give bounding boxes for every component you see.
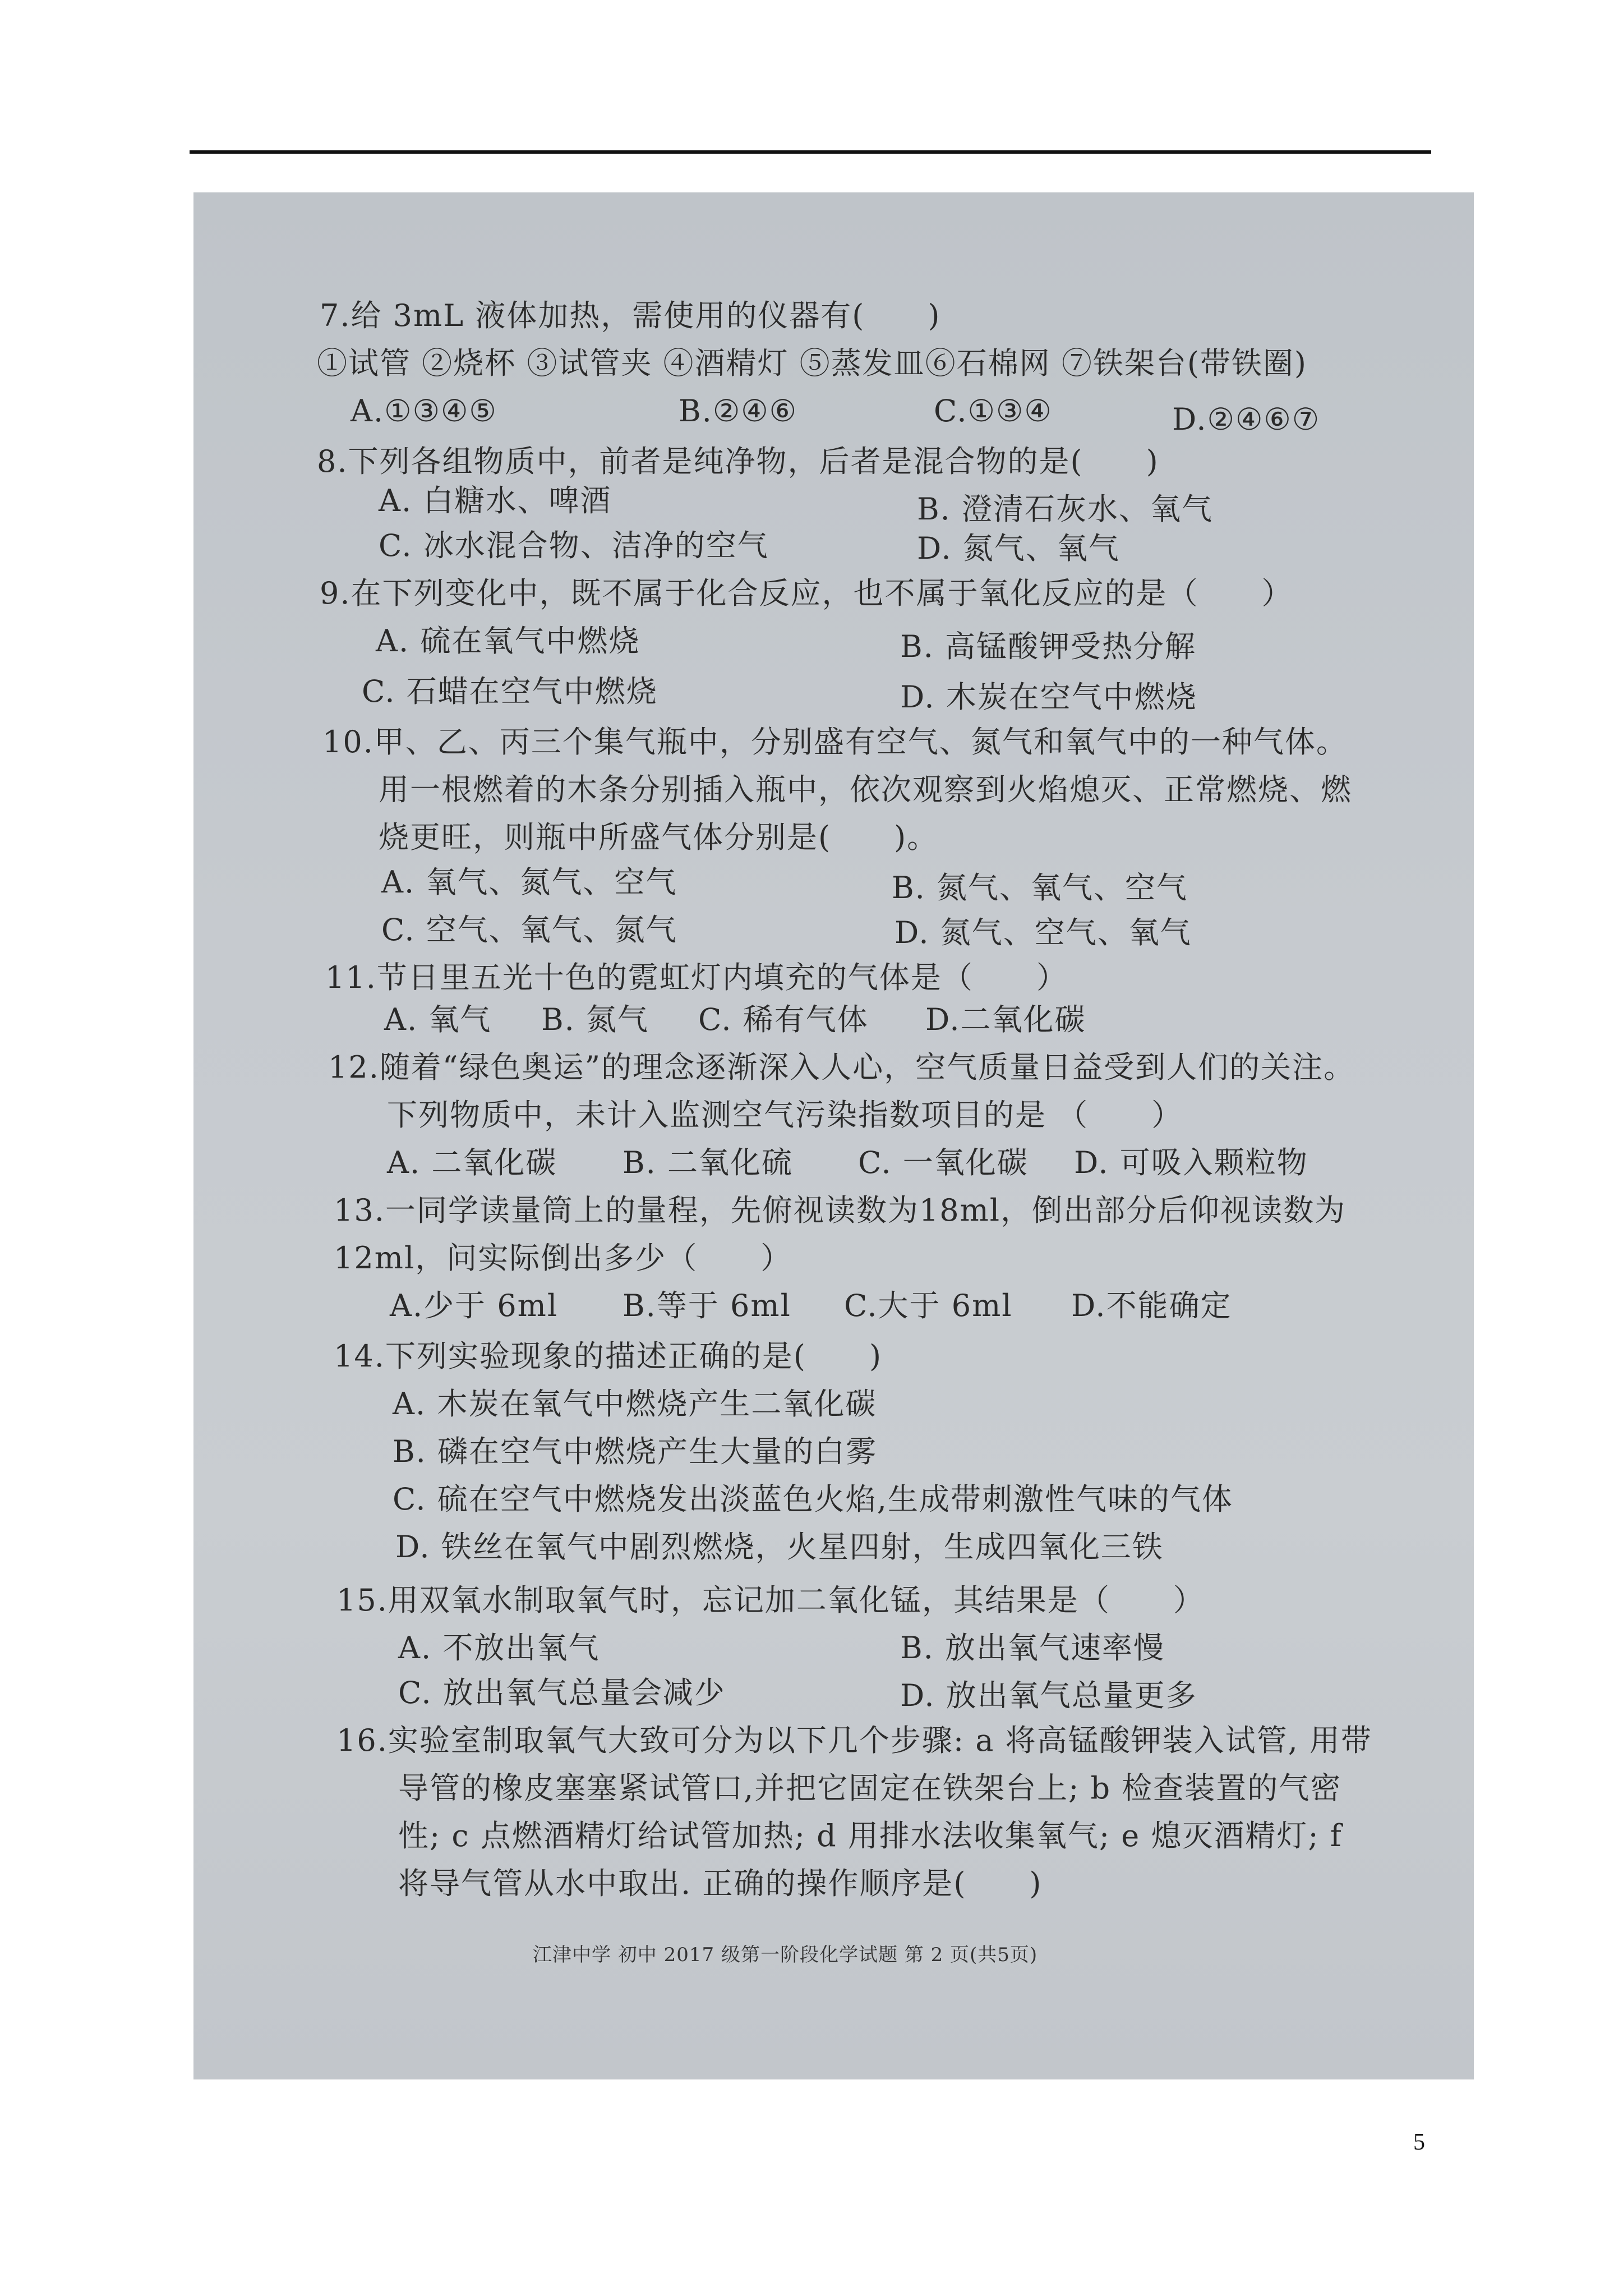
- answer-option: A. 氧气、氮气、空气: [381, 864, 677, 900]
- question-stem: 下列物质中，未计入监测空气污染指数项目的是 （ ）: [387, 1097, 1183, 1133]
- question-stem: 15.用双氧水制取氧气时，忘记加二氧化锰，其结果是（ ）: [336, 1582, 1205, 1618]
- answer-option: D. 氮气、空气、氧气: [895, 915, 1192, 950]
- answer-option: B. 澄清石灰水、氧气: [917, 491, 1214, 527]
- question-stem: 13.一同学读量筒上的量程，先俯视读数为18ml，倒出部分后仰视读数为: [334, 1193, 1347, 1228]
- answer-option: D. 氮气、氧气: [917, 531, 1120, 566]
- header-rule: [190, 150, 1431, 154]
- exam-footer: 江津中学 初中 2017 级第一阶段化学试题 第 2 页(共5页): [533, 1944, 1038, 1966]
- answer-option: A. 硫在氧气中燃烧: [376, 623, 640, 659]
- question-stem: 11.节日里五光十色的霓虹灯内填充的气体是（ ）: [325, 960, 1068, 995]
- question-stem: 烧更旺，则瓶中所盛气体分别是( )。: [379, 820, 939, 855]
- scanned-exam-photo: [193, 192, 1474, 2079]
- answer-option: A.①③④⑤: [351, 393, 497, 429]
- answer-option: B. 氮气、氧气、空气: [892, 870, 1188, 905]
- question-stem: 7.给 3mL 液体加热，需使用的仪器有( ): [320, 298, 941, 333]
- question-stem: 性; c 点燃酒精灯给试管加热; d 用排水法收集氧气; e 熄灭酒精灯; f: [398, 1818, 1343, 1853]
- answer-option: A.少于 6ml: [390, 1288, 559, 1323]
- answer-option: D.不能确定: [1071, 1288, 1232, 1323]
- answer-option: B. 高锰酸钾受热分解: [900, 629, 1197, 664]
- answer-option: B. 氮气: [541, 1002, 649, 1037]
- answer-option: C. 放出氧气总量会减少: [398, 1675, 726, 1710]
- answer-option: D.②④⑥⑦: [1172, 402, 1321, 437]
- answer-option: B. 磷在空气中燃烧产生大量的白雾: [393, 1434, 878, 1469]
- answer-option: C. 空气、氧气、氮气: [381, 912, 677, 947]
- question-stem: 16.实验室制取氧气大致可分为以下几个步骤: a 将高锰酸钾装入试管, 用带: [336, 1723, 1372, 1758]
- question-stem: 导管的橡皮塞塞紧试管口,并把它固定在铁架台上; b 检查装置的气密: [398, 1770, 1342, 1806]
- answer-option: C.大于 6ml: [844, 1288, 1013, 1323]
- answer-option: B.等于 6ml: [623, 1288, 791, 1323]
- answer-option: D.二氧化碳: [925, 1002, 1086, 1037]
- question-stem: 9.在下列变化中，既不属于化合反应，也不属于氧化反应的是（ ）: [320, 576, 1293, 611]
- answer-option: A. 氧气: [384, 1002, 492, 1037]
- answer-option: C. 冰水混合物、洁净的空气: [379, 528, 769, 563]
- page-number: 5: [1413, 2129, 1425, 2155]
- answer-option: D. 木炭在空气中燃烧: [900, 679, 1197, 715]
- answer-option: A. 二氧化碳: [387, 1145, 557, 1180]
- question-choices-list: ①试管 ②烧杯 ③试管夹 ④酒精灯 ⑤蒸发皿⑥石棉网 ⑦铁架台(带铁圈): [317, 346, 1307, 381]
- answer-option: A. 不放出氧气: [398, 1630, 600, 1665]
- answer-option: A. 白糖水、啤酒: [379, 483, 612, 518]
- answer-option: A. 木炭在氧气中燃烧产生二氧化碳: [393, 1386, 877, 1421]
- answer-option: C. 硫在空气中燃烧发出淡蓝色火焰,生成带刺激性气味的气体: [393, 1481, 1233, 1517]
- answer-option: C.①③④: [934, 393, 1053, 429]
- question-stem: 将导气管从水中取出. 正确的操作顺序是( ): [398, 1866, 1043, 1901]
- answer-option: D. 铁丝在氧气中剧烈燃烧，火星四射，生成四氧化三铁: [395, 1529, 1164, 1565]
- exam-content: [193, 192, 1474, 2079]
- question-stem: 12ml，问实际倒出多少（ ）: [334, 1240, 792, 1276]
- question-stem: 12.随着“绿色奥运”的理念逐渐深入人心，空气质量日益受到人们的关注。: [328, 1050, 1355, 1085]
- answer-option: B. 二氧化硫: [623, 1145, 794, 1180]
- answer-option: B.②④⑥: [679, 393, 798, 429]
- answer-option: C. 稀有气体: [698, 1002, 869, 1037]
- question-stem: 10.甲、乙、丙三个集气瓶中，分别盛有空气、氮气和氧气中的一种气体。: [322, 724, 1348, 760]
- answer-option: C. 一氧化碳: [858, 1145, 1029, 1180]
- answer-option: D. 放出氧气总量更多: [900, 1678, 1197, 1713]
- answer-option: C. 石蜡在空气中燃烧: [362, 674, 658, 709]
- question-stem: 用一根燃着的木条分别插入瓶中，依次观察到火焰熄灭、正常燃烧、燃: [379, 772, 1352, 807]
- question-stem: 8.下列各组物质中，前者是纯净物，后者是混合物的是( ): [317, 444, 1159, 479]
- answer-option: D. 可吸入颗粒物: [1074, 1145, 1308, 1180]
- question-stem: 14.下列实验现象的描述正确的是( ): [334, 1338, 883, 1374]
- answer-option: B. 放出氧气速率慢: [900, 1630, 1165, 1665]
